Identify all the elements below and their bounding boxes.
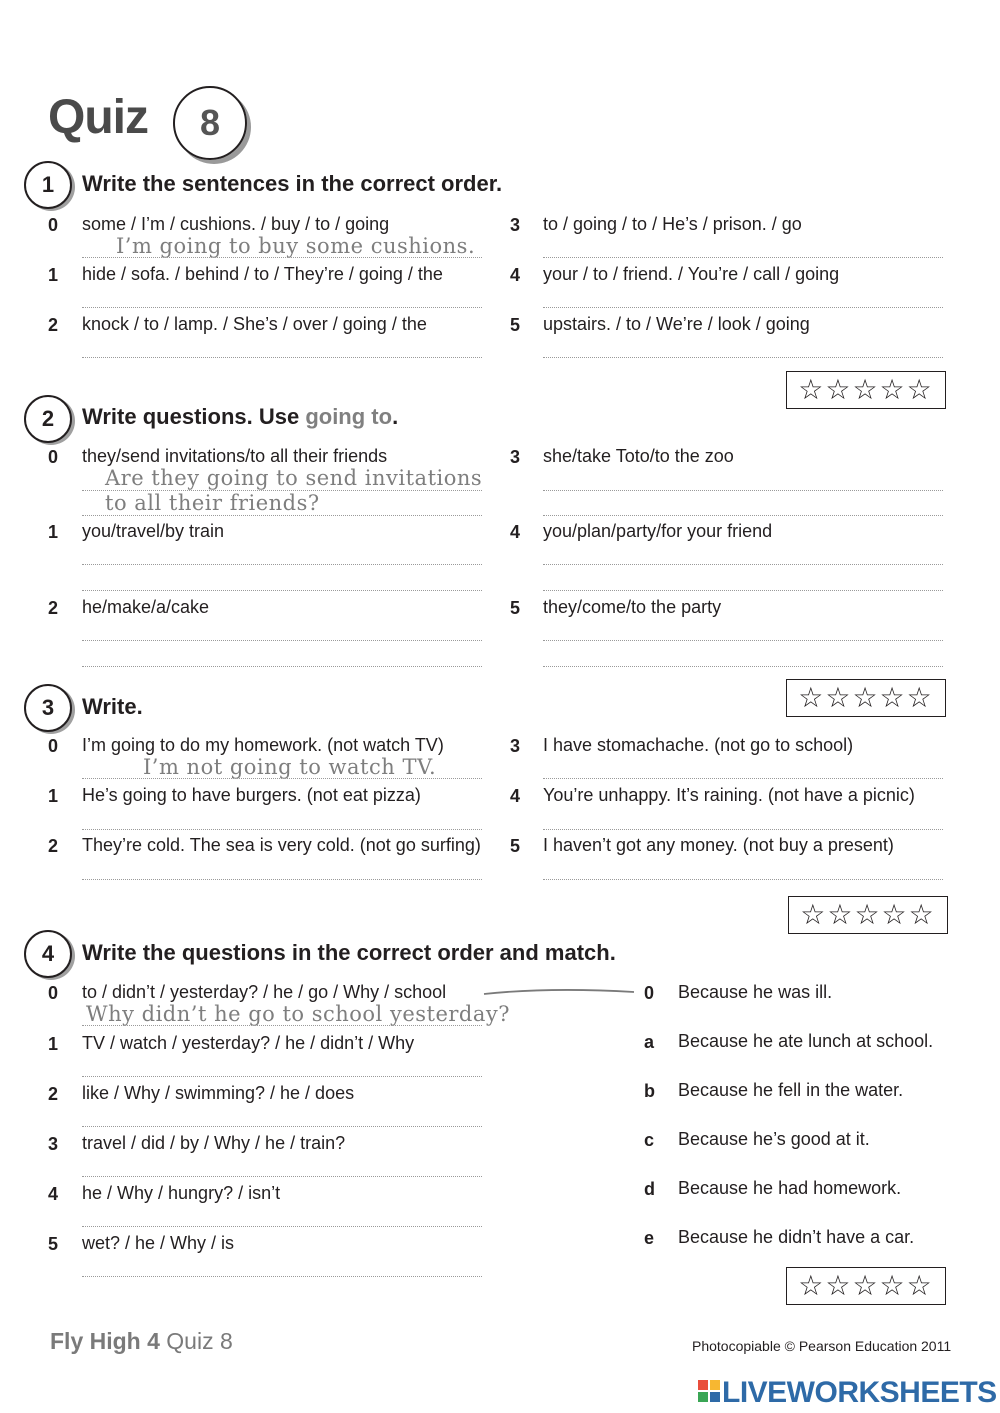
answer-line[interactable] (543, 564, 943, 565)
section-1-title: Write the sentences in the correct order. (82, 171, 503, 196)
footer-quiz: Quiz 8 (159, 1328, 233, 1354)
answer-line[interactable] (82, 666, 482, 667)
section-4-title: Write the questions in the correct order and match. (82, 940, 616, 965)
item-number: 4 (510, 265, 521, 285)
match-letter: a (644, 1032, 655, 1052)
item-prompt: to / didn’t / yesterday? / he / go / Why / school (82, 982, 447, 1002)
match-answer[interactable]: Because he fell in the water. (678, 1080, 904, 1100)
answer-line[interactable] (82, 1126, 482, 1127)
answer-line[interactable] (543, 515, 943, 516)
item-prompt: they/come/to the party (543, 597, 722, 617)
item-prompt: They’re cold. The sea is very cold. (not go surfing) (82, 835, 481, 855)
score-stars: ☆☆☆☆☆ (788, 896, 948, 934)
answer-line[interactable] (82, 515, 482, 516)
answer-line[interactable] (543, 666, 943, 667)
answer-line[interactable] (82, 1076, 482, 1077)
item-number: 3 (510, 215, 521, 235)
section-3-number: 3 (24, 684, 72, 732)
quiz-number-badge: 8 (173, 86, 247, 160)
item-number: 2 (48, 598, 59, 618)
item-number: 2 (48, 315, 59, 335)
match-letter: b (644, 1081, 655, 1101)
item-prompt: He’s going to have burgers. (not eat pizza) (82, 785, 421, 805)
match-letter: 0 (644, 983, 655, 1003)
example-answer: I’m going to buy some cushions. (116, 234, 476, 258)
item-prompt: you/travel/by train (82, 521, 225, 541)
item-number: 1 (48, 786, 59, 806)
item-prompt: wet? / he / Why / is (82, 1233, 235, 1253)
answer-line[interactable] (82, 829, 482, 830)
item-prompt: knock / to / lamp. / She’s / over / going / the (82, 314, 427, 334)
match-answer[interactable]: Because he ate lunch at school. (678, 1031, 934, 1051)
example-answer: Are they going to send invitations (105, 466, 483, 490)
answer-line[interactable] (82, 1025, 482, 1026)
item-prompt: like / Why / swimming? / he / does (82, 1083, 355, 1103)
item-prompt: he / Why / hungry? / isn’t (82, 1183, 281, 1203)
item-number: 1 (48, 522, 59, 542)
footer-book-title (50, 1328, 233, 1355)
item-number: 1 (48, 265, 59, 285)
item-prompt: your / to / friend. / You’re / call / going (543, 264, 840, 284)
match-connector-line (480, 985, 640, 999)
item-prompt: I have stomachache. (not go to school) (543, 735, 854, 755)
match-answer[interactable]: Because he’s good at it. (678, 1129, 870, 1149)
item-prompt: he/make/a/cake (82, 597, 210, 617)
section-2-title: Write questions. Use going to. (82, 404, 399, 429)
answer-line[interactable] (543, 829, 943, 830)
item-number: 3 (48, 1134, 59, 1154)
answer-line[interactable] (543, 590, 943, 591)
answer-line[interactable] (543, 879, 943, 880)
answer-line[interactable] (543, 257, 943, 258)
item-number: 0 (48, 215, 59, 235)
footer-copyright: Photocopiable © Pearson Education 2011 (692, 1338, 952, 1354)
answer-line[interactable] (82, 257, 482, 258)
item-number: 0 (48, 736, 59, 756)
example-answer: I’m not going to watch TV. (143, 755, 437, 779)
score-stars: ☆☆☆☆☆ (786, 371, 946, 409)
score-stars: ☆☆☆☆☆ (786, 679, 946, 717)
answer-line[interactable] (82, 1276, 482, 1277)
item-prompt: hide / sofa. / behind / to / They’re / going / the (82, 264, 443, 284)
liveworksheets-watermark (698, 1376, 997, 1410)
item-prompt: You’re unhappy. It’s raining. (not have a picnic) (543, 785, 915, 805)
answer-line[interactable] (543, 490, 943, 491)
answer-line[interactable] (82, 640, 482, 641)
match-answer[interactable]: Because he was ill. (678, 982, 833, 1002)
item-number: 2 (48, 1084, 59, 1104)
item-prompt: you/plan/party/for your friend (543, 521, 773, 541)
item-prompt: TV / watch / yesterday? / he / didn’t / Why (82, 1033, 415, 1053)
answer-line[interactable] (82, 307, 482, 308)
item-number: 5 (510, 315, 521, 335)
item-number: 5 (510, 836, 521, 856)
footer-book: Fly High 4 (50, 1328, 160, 1354)
answer-line[interactable] (543, 307, 943, 308)
answer-line[interactable] (543, 778, 943, 779)
answer-line[interactable] (543, 357, 943, 358)
match-letter: c (644, 1130, 655, 1150)
answer-line[interactable] (82, 778, 482, 779)
answer-line[interactable] (82, 879, 482, 880)
item-number: 2 (48, 836, 59, 856)
item-number: 5 (510, 598, 521, 618)
item-number: 0 (48, 447, 59, 467)
example-answer: Why didn’t he go to school yesterday? (86, 1002, 511, 1026)
example-answer: to all their friends? (105, 491, 320, 515)
section-4-number: 4 (24, 930, 72, 978)
item-number: 1 (48, 1034, 59, 1054)
match-letter: d (644, 1179, 655, 1199)
section-3-title: Write. (82, 694, 143, 719)
item-number: 0 (48, 983, 59, 1003)
item-prompt: she/take Toto/to the zoo (543, 446, 734, 466)
answer-line[interactable] (543, 640, 943, 641)
item-prompt: I haven’t got any money. (not buy a present) (543, 835, 894, 855)
item-number: 4 (510, 522, 521, 542)
answer-line[interactable] (82, 590, 482, 591)
watermark-text: LIVEWORKSHEETS (722, 1376, 997, 1409)
item-prompt: to / going / to / He’s / prison. / go (543, 214, 802, 234)
match-answer[interactable]: Because he didn’t have a car. (678, 1227, 915, 1247)
item-number: 5 (48, 1234, 59, 1254)
answer-line[interactable] (82, 357, 482, 358)
liveworksheets-logo-icon (698, 1380, 720, 1402)
item-number: 4 (510, 786, 521, 806)
section-2-number: 2 (24, 395, 72, 443)
answer-line[interactable] (82, 564, 482, 565)
match-answer[interactable]: Because he had homework. (678, 1178, 902, 1198)
answer-line[interactable] (82, 1176, 482, 1177)
item-prompt: some / I’m / cushions. / buy / to / going (82, 214, 390, 234)
item-prompt: travel / did / by / Why / he / train? (82, 1133, 346, 1153)
section-1-number: 1 (24, 161, 72, 209)
score-stars: ☆☆☆☆☆ (786, 1267, 946, 1305)
item-number: 3 (510, 447, 521, 467)
match-letter: e (644, 1228, 655, 1248)
item-prompt: upstairs. / to / We’re / look / going (543, 314, 810, 334)
item-prompt: I’m going to do my homework. (not watch TV) (82, 735, 444, 755)
item-number: 4 (48, 1184, 59, 1204)
section-2-title-highlight: going to (305, 404, 393, 429)
item-prompt: they/send invitations/to all their friends (82, 446, 388, 466)
item-number: 3 (510, 736, 521, 756)
quiz-title: Quiz (48, 91, 148, 144)
answer-line[interactable] (82, 1226, 482, 1227)
